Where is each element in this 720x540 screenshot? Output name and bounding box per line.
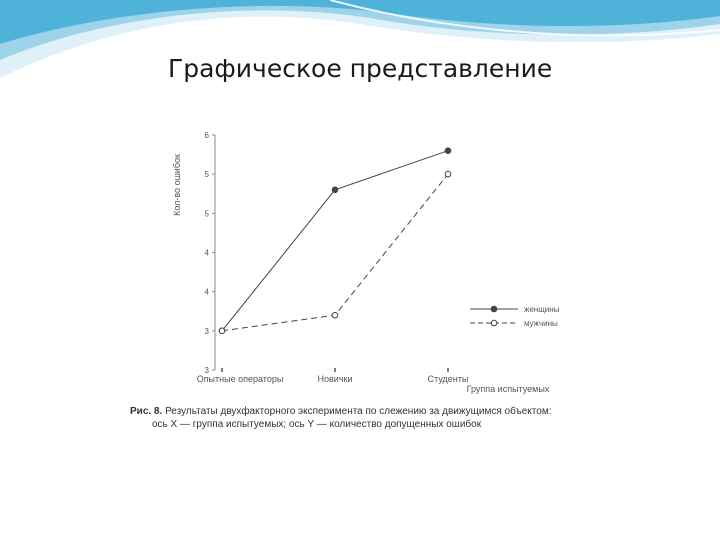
caption-text: Результаты двухфакторного эксперимента по слежению за движущимся объектом:	[165, 406, 552, 417]
y-tick-label: 4	[204, 287, 209, 297]
legend-marker	[491, 320, 497, 326]
series-line	[222, 151, 448, 331]
caption-axes-text: ось X — группа испытуемых; ось Y — количество допущенных ошибок	[152, 419, 482, 430]
series-line	[222, 174, 448, 331]
x-category-label: Опытные операторы	[196, 374, 284, 384]
y-tick-label: 5	[204, 209, 209, 219]
x-category-label: Студенты	[427, 374, 469, 384]
chart-figure	[130, 125, 585, 455]
figure-caption	[130, 405, 585, 431]
y-tick-label: 4	[204, 248, 209, 258]
y-axis-label: Кол-во ошибок	[172, 154, 182, 216]
legend-marker	[491, 306, 497, 312]
line-chart	[130, 125, 585, 405]
y-tick-label: 6	[204, 131, 209, 140]
data-point	[445, 148, 451, 154]
y-tick-label: 3	[204, 366, 209, 375]
x-category-label: Новички	[317, 374, 353, 384]
slide-title: Графическое представление	[168, 54, 553, 83]
data-point	[332, 187, 338, 193]
data-point	[332, 312, 338, 318]
y-tick-label: 5	[204, 170, 209, 180]
data-point	[445, 171, 451, 177]
data-point	[219, 328, 225, 334]
legend-label: мужчины	[524, 319, 558, 328]
x-axis-label: Группа испытуемых	[466, 384, 550, 394]
legend-label: женщины	[524, 305, 560, 314]
y-tick-label: 3	[204, 326, 209, 336]
caption-number: Рис. 8.	[130, 406, 163, 417]
